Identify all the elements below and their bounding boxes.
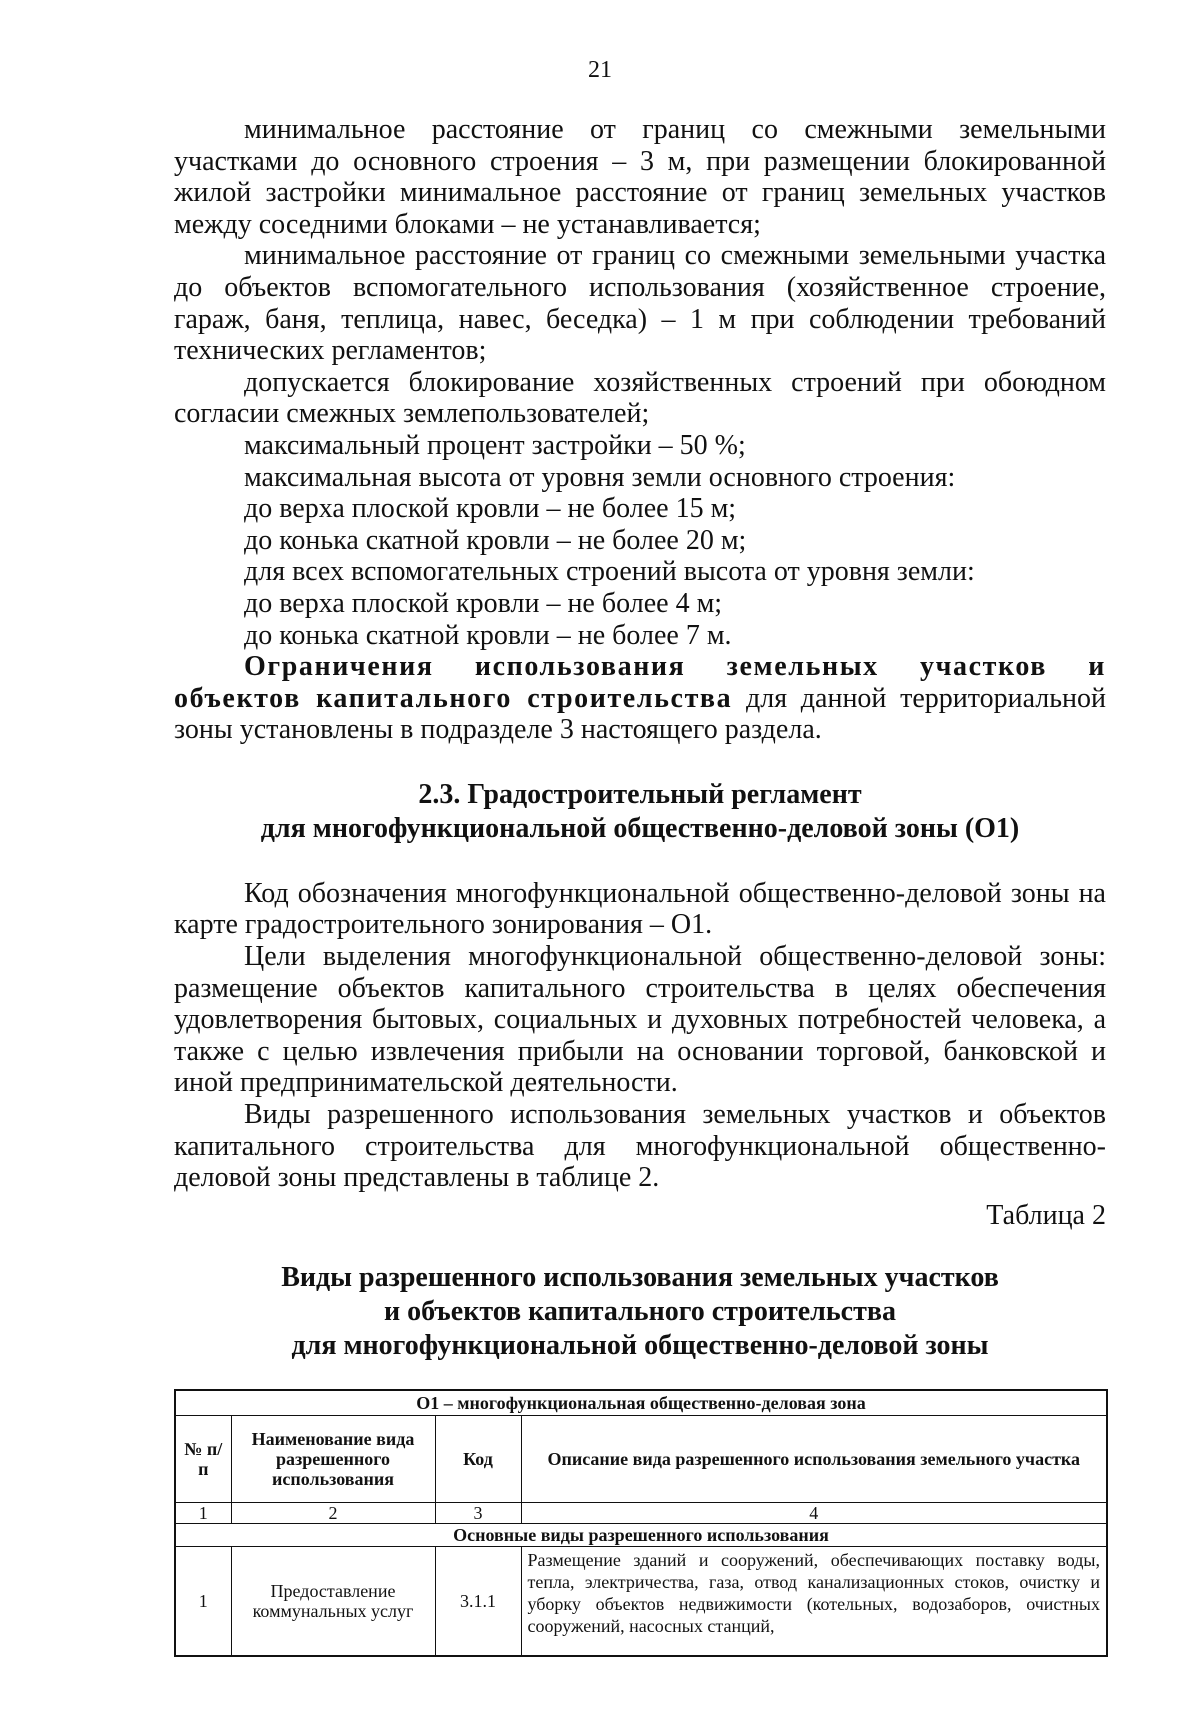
column-number: 2 [231,1503,435,1524]
group-title: Основные виды разрешенного использования [175,1524,1107,1547]
header-desc: Описание вида разрешенного использования земельного участка [521,1416,1107,1503]
row-desc: Размещение зданий и сооружений, обеспечивающих поставку воды, тепла, электричества, газа, отвод канализационных стоков, очистку и уборку объектов недвижимости (котельных, водозаборов, очистных сооружений, насосных станций, [521,1547,1107,1657]
column-number: 4 [521,1503,1107,1524]
paragraph: максимальная высота от уровня земли основного строения: [244,461,956,493]
restrictions-rest: для данной территориальной зоны установлены в подразделе 3 настоящего раздела. [174,682,1107,746]
row-num: 1 [175,1547,231,1657]
paragraph: Цели выделения многофункциональной общественно-деловой зоны: размещение объектов капитального строительства в целях обеспечения удовлетворения бытовых, социальных и духовных потребностей человека, а также с целью извлечения прибыли на основании торговой, банковской и иной предпринимательской деятельности. [174,941,1106,1099]
restrictions-bold: Ограничения использования земельных участков и объектов капитального строительства [174,651,1106,714]
restrictions-paragraph [174,651,1106,746]
paragraph: до конька скатной кровли – не более 20 м; [244,524,747,556]
document-body [174,114,1106,1657]
table-caption: Таблица 2 [986,1199,1106,1231]
column-number: 3 [435,1503,521,1524]
table-heading-line2: и объектов капитального строительства [384,1296,896,1328]
paragraph: Виды разрешенного использования земельных участков и объектов капитального строительства для многофункциональной общественно-деловой зоны представлены в таблице 2. [174,1099,1106,1194]
page-number: 21 [588,57,612,83]
table-heading [174,1261,1106,1363]
header-num: № п/п [175,1416,231,1503]
zones-table [174,1389,1108,1657]
row-name: Предоставление коммунальных услуг [231,1547,435,1657]
column-number: 1 [175,1503,231,1524]
row-code: 3.1.1 [435,1547,521,1657]
paragraph: до верха плоской кровли – не более 15 м; [244,493,737,525]
header-code: Код [435,1416,521,1503]
table-row [175,1547,1107,1657]
section-heading [174,778,1106,846]
column-number-row [175,1503,1107,1524]
paragraph: допускается блокирование хозяйственных строений при обоюдном согласии смежных землепользователей; [174,366,1106,430]
header-name: Наименование вида разрешенного использования [231,1416,435,1503]
zone-title: О1 – многофункциональная общественно-деловая зона [175,1390,1107,1416]
paragraph: до верха плоской кровли – не более 4 м; [244,587,723,619]
table-header-row [175,1416,1107,1503]
table-heading-line3: для многофункциональной общественно-деловой зоны [291,1330,989,1362]
paragraph: минимальное расстояние от границ со смежными земельными участка до объектов вспомогательного использования (хозяйственное строение, гараж, баня, теплица, навес, беседка) – 1 м при соблюдении требований технических регламентов; [174,240,1106,367]
paragraph: максимальный процент застройки – 50 %; [244,429,746,461]
section-heading-line2: для многофункциональной общественно-деловой зоны (О1) [260,812,1020,844]
paragraph: минимальное расстояние от границ со смежными земельными участками до основного строения – 3 м, при размещении блокированной жилой застройки минимальное расстояние от границ земельных участков между соседними блоками – не устанавливается; [174,114,1106,240]
paragraph: Код обозначения многофункциональной общественно-деловой зоны на карте градостроительного зонирования – О1. [174,877,1106,941]
paragraph: до конька скатной кровли – не более 7 м. [244,619,732,651]
section-heading-line1: 2.3. Градостроительный регламент [418,778,862,810]
paragraph: для всех вспомогательных строений высота от уровня земли: [244,556,975,588]
table-heading-line1: Виды разрешенного использования земельных участков [281,1262,999,1294]
